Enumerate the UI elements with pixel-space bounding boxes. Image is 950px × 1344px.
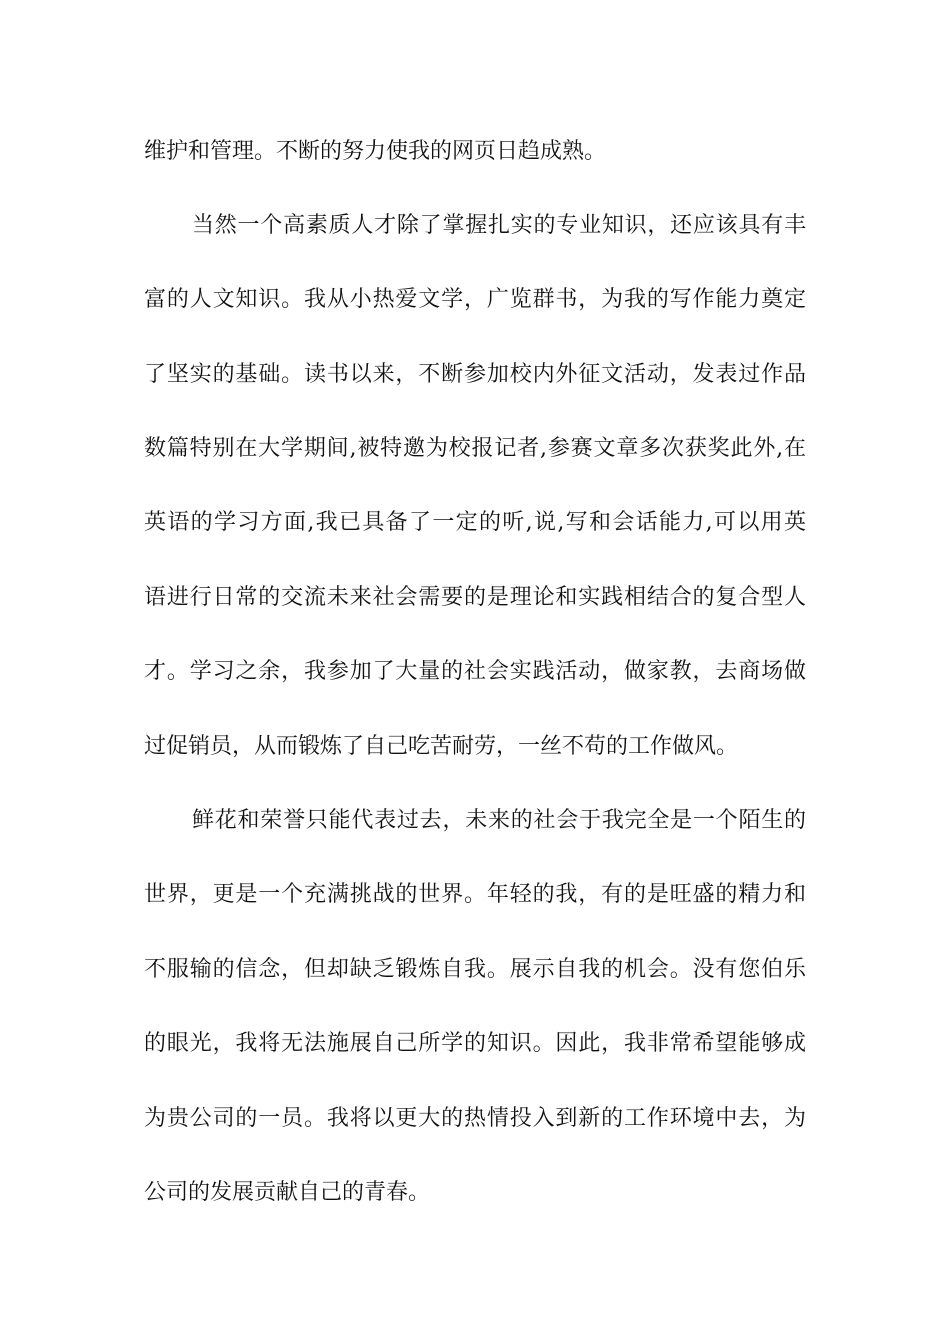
paragraph-line: 维护和管理。不断的努力使我的网页日趋成熟。 bbox=[144, 139, 607, 164]
paragraph-line: 世界，更是一个充满挑战的世界。年轻的我，有的是旺盛的精力和 bbox=[144, 882, 806, 907]
paragraph-line: 英语的学习方面,我已具备了一定的听,说,写和会话能力,可以用英 bbox=[144, 510, 806, 535]
paragraph-line: 过促销员，从而锻炼了自己吃苦耐劳，一丝不苟的工作做风。 bbox=[144, 734, 739, 759]
paragraph-line: 才。学习之余，我参加了大量的社会实践活动，做家教，去商场做 bbox=[144, 659, 806, 684]
paragraph-line: 了坚实的基础。读书以来，不断参加校内外征文活动，发表过作品 bbox=[144, 362, 806, 387]
paragraph-line: 富的人文知识。我从小热爱文学，广览群书，为我的写作能力奠定 bbox=[144, 287, 806, 312]
paragraph-line: 数篇特别在大学期间,被特邀为校报记者,参赛文章多次获奖此外,在 bbox=[144, 436, 806, 461]
paragraph-line: 公司的发展贡献自己的青春。 bbox=[144, 1180, 431, 1205]
paragraph-line: 为贵公司的一员。我将以更大的热情投入到新的工作环境中去，为 bbox=[144, 1106, 806, 1131]
paragraph-line: 鲜花和荣誉只能代表过去，未来的社会于我完全是一个陌生的 bbox=[192, 808, 806, 833]
paragraph-line: 语进行日常的交流未来社会需要的是理论和实践相结合的复合型人 bbox=[144, 585, 806, 610]
paragraph-line: 当然一个高素质人才除了掌握扎实的专业知识，还应该具有丰 bbox=[192, 213, 806, 238]
paragraph-line: 的眼光，我将无法施展自己所学的知识。因此，我非常希望能够成 bbox=[144, 1031, 806, 1056]
paragraph-line: 不服输的信念，但却缺乏锻炼自我。展示自我的机会。没有您伯乐 bbox=[144, 957, 806, 982]
